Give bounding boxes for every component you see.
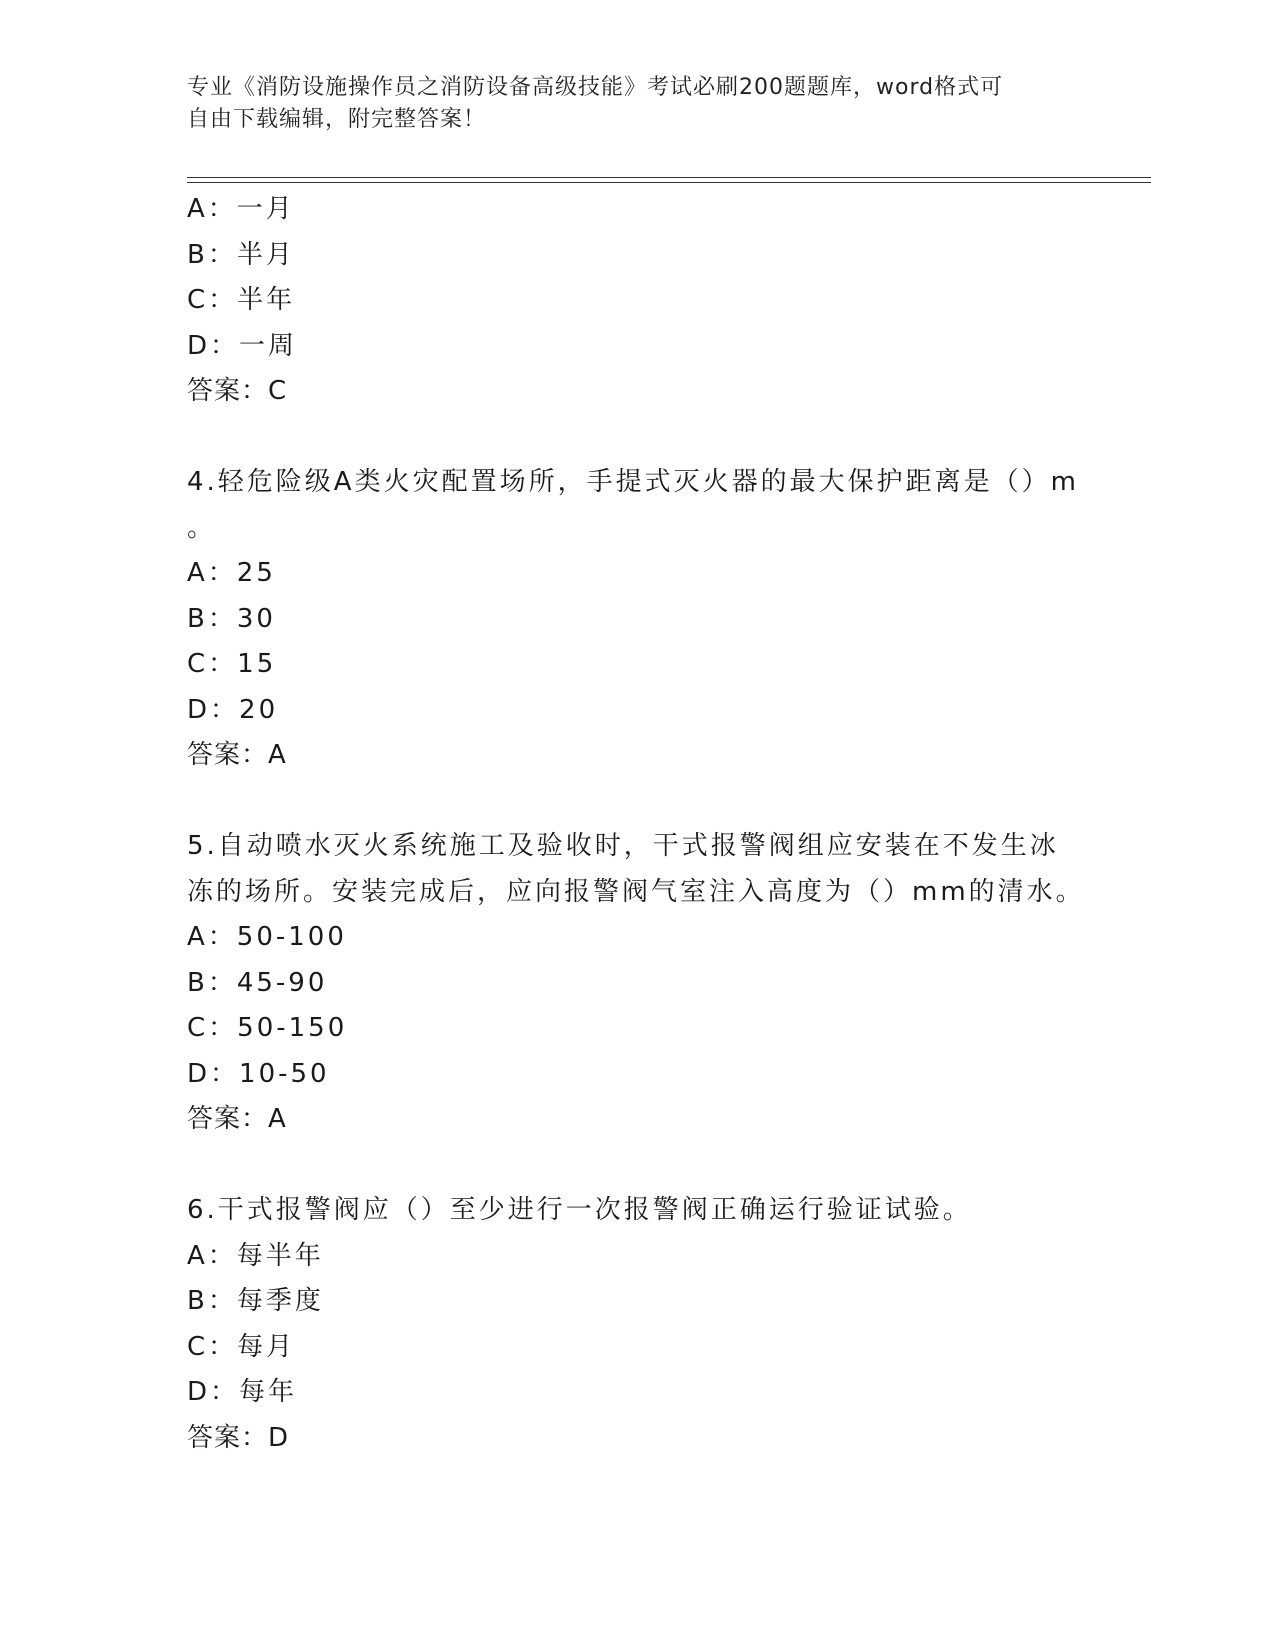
answer-line: 答案：C xyxy=(187,376,288,406)
answer-line: 答案：A xyxy=(187,740,287,770)
option-d: D：10-50 xyxy=(187,1058,330,1089)
spacer xyxy=(187,415,1087,461)
option-d: D：每年 xyxy=(187,1377,298,1407)
question-text-line-2: 。 xyxy=(187,512,217,543)
option-c: C：半年 xyxy=(187,285,296,315)
document-header xyxy=(187,72,1067,136)
spacer xyxy=(187,779,1087,825)
question-text-line-1: 4.轻危险级A类火灾配置场所，手提式灭火器的最大保护距离是（）m xyxy=(187,467,1079,497)
option-a: A：50-100 xyxy=(187,922,347,952)
question-4 xyxy=(187,460,1087,779)
question-text-line-2: 冻的场所。安装完成后，应向报警阀气室注入高度为（）mm的清水。 xyxy=(187,876,1085,907)
option-c: C：15 xyxy=(187,649,277,679)
answer-line: 答案：D xyxy=(187,1422,290,1453)
option-c: C：50-150 xyxy=(187,1013,348,1043)
header-rule-bottom xyxy=(187,182,1151,183)
option-a: A：25 xyxy=(187,558,276,588)
option-c: C：每月 xyxy=(187,1331,296,1362)
question-prev xyxy=(187,187,1087,415)
option-d: D：20 xyxy=(187,694,279,725)
option-d: D：一周 xyxy=(187,330,298,361)
spacer xyxy=(187,1143,1087,1189)
question-list xyxy=(187,187,1087,1461)
option-a: A：一月 xyxy=(187,194,295,224)
question-text-line-1: 6.干式报警阀应（）至少进行一次报警阀正确运行验证试验。 xyxy=(187,1195,972,1225)
header-line-2: 自由下载编辑，附完整答案！ xyxy=(187,107,487,132)
question-text-line-1: 5.自动喷水灭火系统施工及验收时，干式报警阀组应安装在不发生冰 xyxy=(187,831,1059,861)
question-5 xyxy=(187,824,1087,1143)
header-rule-top xyxy=(187,177,1151,178)
header-line-1: 专业《消防设施操作员之消防设备高级技能》考试必刷200题题库，word格式可 xyxy=(187,75,1004,100)
option-a: A：每半年 xyxy=(187,1240,324,1271)
option-b: B：半月 xyxy=(187,239,295,270)
option-b: B：30 xyxy=(187,603,276,634)
option-b: B：45-90 xyxy=(187,967,328,998)
option-b: B：每季度 xyxy=(187,1286,324,1316)
answer-line: 答案：A xyxy=(187,1104,287,1134)
question-6 xyxy=(187,1188,1087,1461)
